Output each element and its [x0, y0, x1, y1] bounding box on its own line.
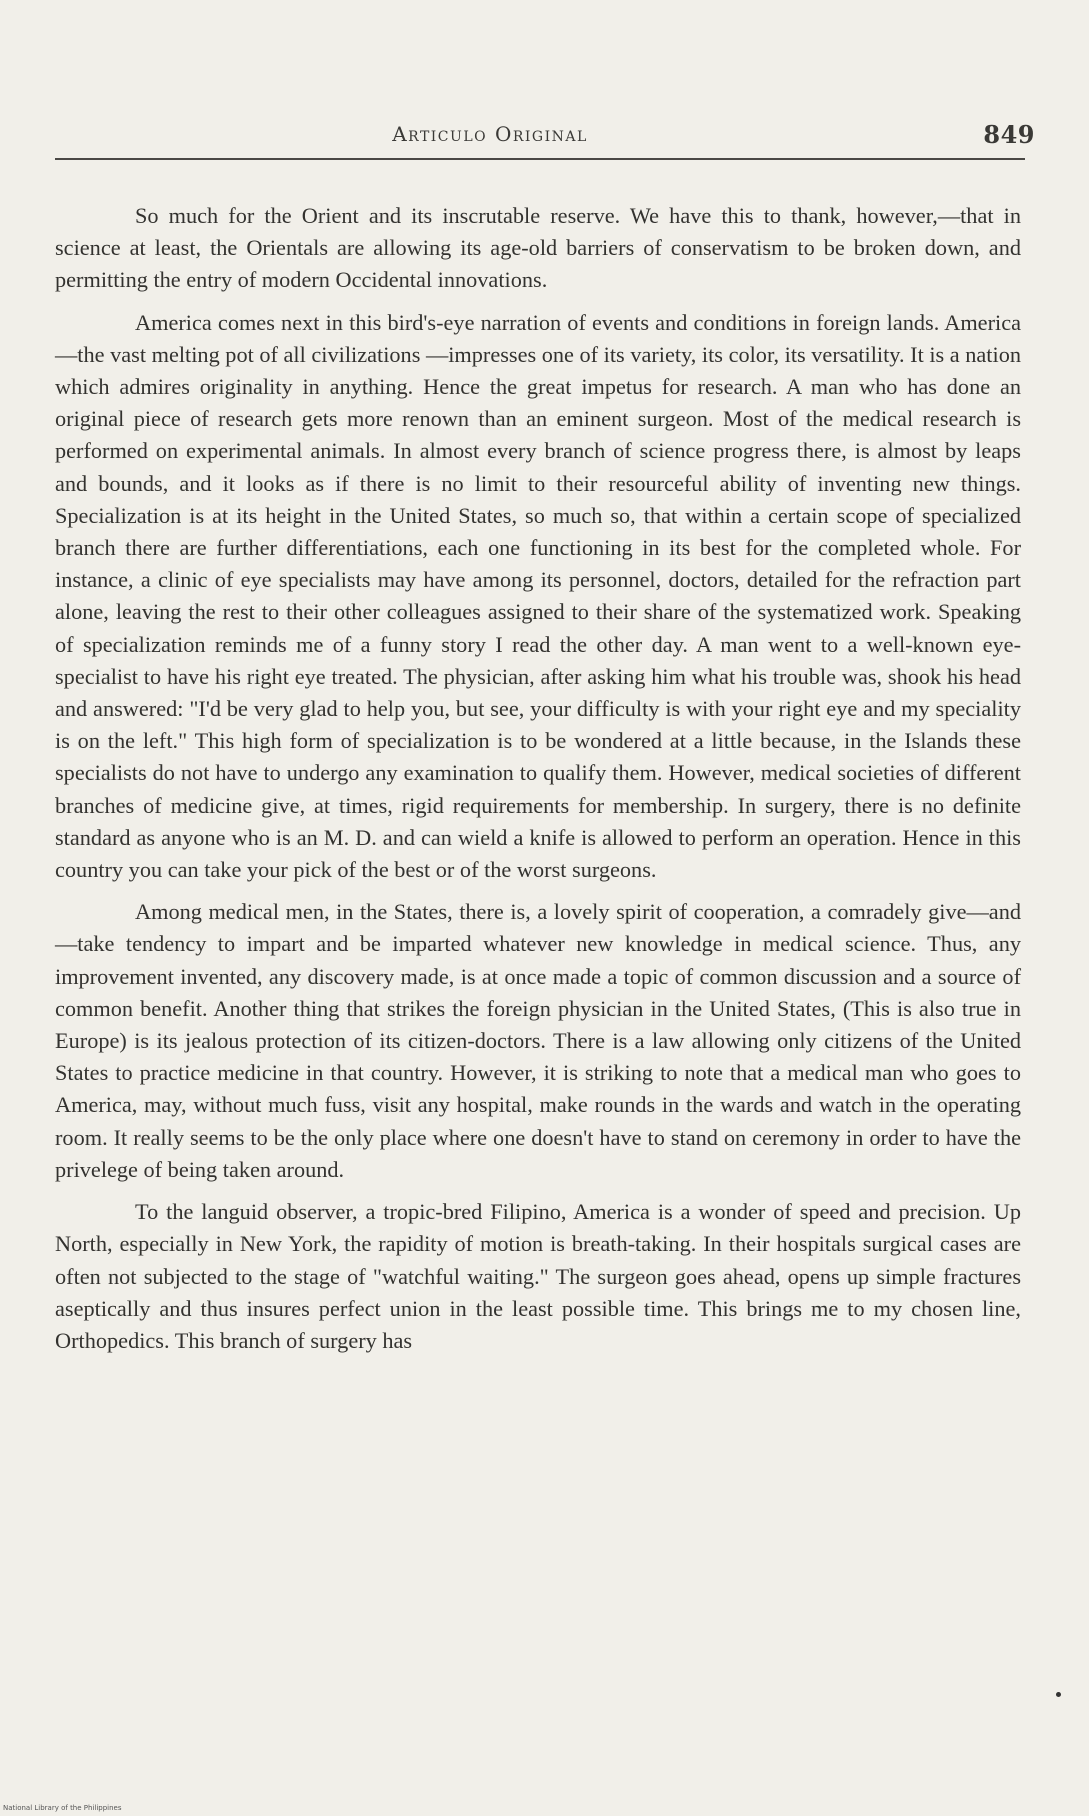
paragraph-america: America comes next in this bird's-eye narration of events and conditions in foreign lands. America—the vast melting pot of all civilizations —impresses one of its variety, its color, its versatility. It is a nation which admires originality in anything. Hence the great impetus for research. A man who has done an original piece of research gets more renown than an eminent surgeon. Most of the medical research is performed on experimental animals. In almost every branch of science progress there, is almost by leaps and bounds, and it looks as if there is no limit to their resourceful ability of inventing new things. Specialization is at its height in the United States, so much so, that within a certain scope of specialized branch there are further differentiations, each one functioning in its best for the completed whole. For instance, a clinic of eye specialists may have among its personnel, doctors, detailed for the refraction part alone, leaving the rest to their other colleagues assigned to their share of the systematized work. Speaking of specialization reminds me of a funny story I read the other day. A man went to a well-known eye-specialist to have his right eye treated. The physician, after asking him what his trouble was, shook his head and answered: "I'd be very glad to help you, but see, your difficulty is with your right eye and my speciality is on the left." This high form of specialization is to be wondered at a little because, in the Islands these specialists do not have to undergo any examination to qualify them. However, medical societies of different branches of medicine give, at times, rigid requirements for membership. In surgery, there is no definite standard as anyone who is an M. D. and can wield a knife is allowed to perform an operation. Hence in this country you can take your pick of the best or of the worst surgeons.: [55, 309, 1021, 883]
paragraph-cooperation: Among medical men, in the States, there is, a lovely spirit of cooperation, a comradely give—and—take tendency to impart and be imparted whatever new knowledge in medical science. Thus, any improvement invented, any discovery made, is at once made a topic of common discussion and a source of common benefit. Another thing that strikes the foreign physician in the United States, (This is also true in Europe) is its jealous protection of its citizen-doctors. There is a law allowing only citizens of the United States to practice medicine in that country. However, it is striking to note that a medical man who goes to America, may, without much fuss, visit any hospital, make rounds in the wards and watch in the operating room. It really seems to be the only place where one doesn't have to stand on ceremony in order to have the privelege of being taken around.: [55, 899, 1021, 1182]
paragraph-speed: To the languid observer, a tropic-bred Filipino, America is a wonder of speed and precision. Up North, especially in New York, the rapidity of motion is breath-taking. In their hospitals surgical cases are often not subjected to the stage of "watchful waiting." The surgeon goes ahead, opens up simple fractures aseptically and thus insures perfect union in the least possible time. This brings me to my chosen line, Orthopedics. This branch of surgery has: [55, 1199, 1021, 1353]
header-rule: [55, 158, 1025, 160]
print-speck: [1056, 1692, 1061, 1697]
page-number: 849: [983, 120, 1035, 149]
running-header: [55, 112, 1035, 152]
article-body: [55, 200, 1021, 1367]
running-title: Articulo Original: [392, 122, 588, 146]
paragraph-orient: So much for the Orient and its inscrutable reserve. We have this to thank, however,—that in science at least, the Orientals are allowing its age-old barriers of conservatism to be broken down, and permitting the entry of modern Occidental innovations.: [55, 203, 1021, 293]
scan-footer-note: National Library of the Philippines: [3, 1804, 122, 1812]
